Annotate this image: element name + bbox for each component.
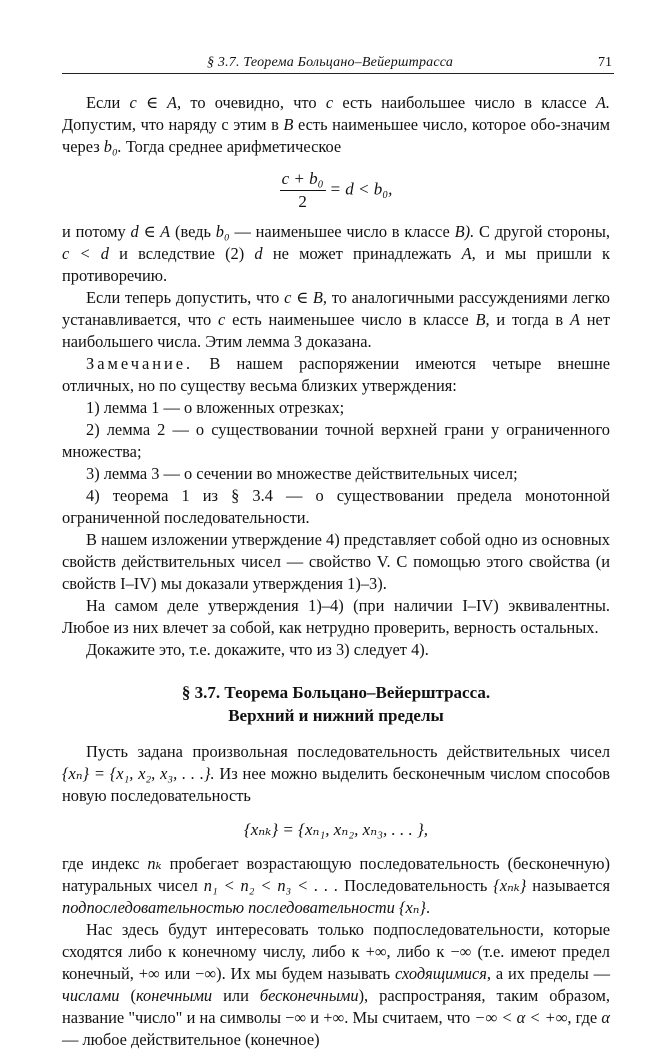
paragraph-9: где индекс nₖ пробегает возрастающую последовательность (бесконечную) натуральных чисел n₁ < n₂ < n₃ < . . . Последовательность {xₙₖ} называется подпоследовательностью последовательности {xₙ}. [62,854,611,917]
section-heading-line-2: Верхний и нижний пределы [228,706,444,725]
term-subsequence: подпоследовательностью последовательности [62,898,395,917]
section-heading [62,681,610,727]
fraction-numerator: c + b₀ [280,168,326,191]
fraction [280,168,326,213]
equation-rhs: = d < b₀, [329,179,393,199]
list-item-1: 1) лемма 1 — о вложенных отрезках; [86,398,345,417]
header-rule [62,73,614,74]
fraction-denominator: 2 [298,192,307,211]
running-header [62,52,614,74]
paragraph-8: Пусть задана произвольная последовательность действительных чисел {xₙ} = {x₁, x₂, x₃, . . .}. Из нее можно выделить бесконечным числом способов новую последовательность [62,742,610,805]
section-heading-line-1: § 3.7. Теорема Больцано–Вейерштрасса. [181,683,491,702]
paragraph-7: Докажите это, т.е. докажите, что из 3) следует 4). [86,640,429,659]
term-convergent: сходящимися [394,964,487,983]
paragraph-2: и потому d ∈ A (ведь b₀ — наименьшее число в классе B). С другой стороны, c < d и вследствие (2) d не может принадлежать A, и мы пришли к противоречию. [62,222,610,285]
list-item-4: 4) теорема 1 из § 3.4 — о существовании предела монотонной ограниченной последовательности. [62,486,610,527]
running-title: § 3.7. Теорема Больцано–Вейерштрасса [207,55,454,70]
remark-paragraph: Замечание. В нашем распоряжении имеются четыре внешне отличных, но по существу весьма близких утверждения: [62,354,610,395]
list-item-2: 2) лемма 2 — о существовании точной верхней грани у ограниченного множества; [62,420,610,461]
paragraph-5: В нашем изложении утверждение 4) представляет собой одно из основных свойств действительных чисел — свойство V. С помощью этого свойства (и свойств I–IV) мы доказали утверждения 1)–3). [62,530,610,593]
equation-mean [62,168,610,213]
page-body [62,92,610,1051]
equation-subsequence: {xₙₖ} = {xₙ₁, xₙ₂, xₙ₃, . . . }, [243,820,429,839]
paragraph-1: Если c ∈ A, то очевидно, что c есть наибольшее число в классе A. Допустим, что наряду с этим в B есть наименьшее число, которое обо-значим через b₀. Тогда среднее арифметическое [62,93,610,156]
page-number: 71 [598,55,612,70]
list-item-3: 3) лемма 3 — о сечении во множестве действительных чисел; [86,464,518,483]
paragraph-3: Если теперь допустить, что c ∈ B, то аналогичными рассуждениями легко устанавливается, что c есть наименьшее число в классе B, и тогда в A нет наибольшего числа. Этим лемма 3 доказана. [62,288,610,351]
paragraph-6: На самом деле утверждения 1)–4) (при наличии I–IV) эквивалентны. Любое из них влечет за собой, как нетрудно проверить, верность остальных. [62,596,610,637]
remark-label: Замечание. [86,354,194,373]
paragraph-10: Нас здесь будут интересовать только подпоследовательности, которые сходятся либо к конечному числу, либо к +∞, либо к −∞ (т.е. имеют предел конечный, +∞ или −∞). Их мы будем называть сходящимися, а их пределы — числами (конечными или бесконечными), распространяя, таким образом, название "число" и на символы −∞ и +∞. Мы считаем, что −∞ < α < +∞, где α — любое действительное (конечное) [62,920,611,1049]
